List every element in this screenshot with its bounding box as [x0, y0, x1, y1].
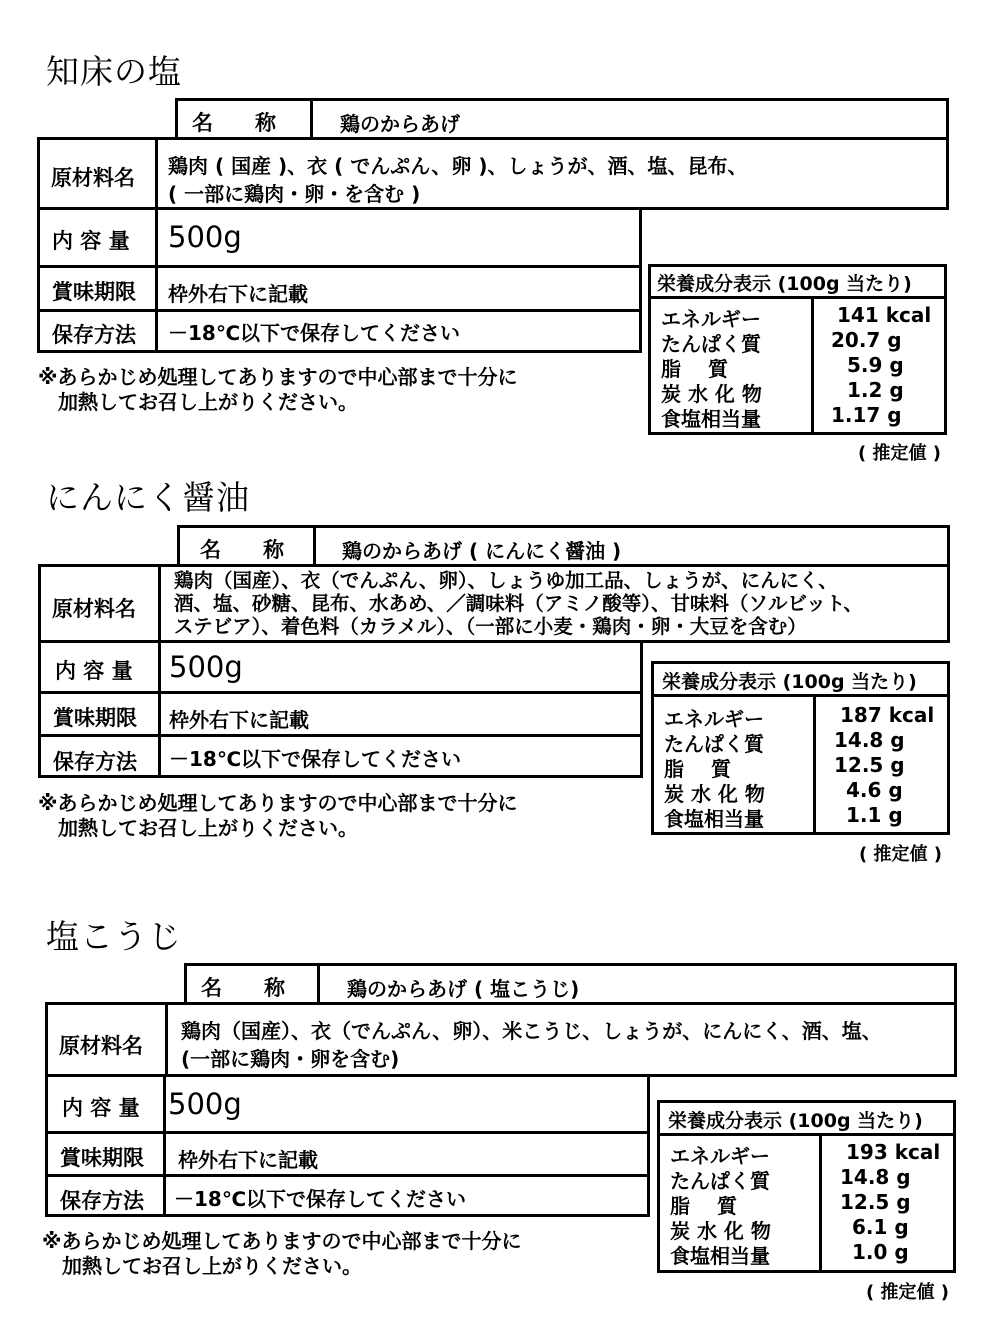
nutrition-value: 141 kcal	[837, 303, 932, 327]
expiry-label: 賞味期限	[60, 1146, 144, 1170]
details-table	[38, 640, 643, 778]
nutrition-value: 187 kcal	[840, 703, 935, 727]
name-value: 鶏のからあげ ( にんにく醤油 )	[342, 539, 622, 563]
content-value: 500g	[168, 220, 242, 254]
nutrition-label: 炭 水 化 物	[661, 382, 762, 406]
nutrition-value: 14.8 g	[840, 1165, 911, 1189]
name-value: 鶏のからあげ	[340, 112, 460, 136]
ingredients-row	[38, 564, 950, 643]
name-label: 名 称	[192, 111, 276, 135]
content-label: 内 容 量	[62, 1096, 140, 1120]
ingredients-label: 原材料名	[52, 597, 136, 621]
estimate-note: ( 推定値 )	[859, 844, 942, 865]
nutrition-label: エネルギー	[661, 307, 761, 331]
nutrition-table	[657, 1100, 956, 1273]
nutrition-value: 6.1 g	[852, 1215, 909, 1239]
expiry-label: 賞味期限	[53, 706, 137, 730]
nutrition-table	[651, 661, 950, 835]
section-title: 知床の塩	[46, 52, 182, 91]
ingredients-line-3: ステビア）、着色料（カラメル）、（一部に小麦・鶏肉・卵・大豆を含む）	[174, 615, 807, 638]
nutrition-label: 食塩相当量	[670, 1244, 770, 1268]
nutrition-title: 栄養成分表示 (100g 当たり)	[668, 1110, 923, 1132]
nutrition-value: 1.1 g	[846, 803, 903, 827]
estimate-note: ( 推定値 )	[866, 1282, 949, 1303]
ingredients-label: 原材料名	[51, 166, 135, 190]
nutrition-label: たんぱく質	[661, 332, 761, 356]
ingredients-line-2: ( 一部に鶏肉・卵・を含む )	[168, 182, 421, 206]
ingredients-line-2: (一部に鶏肉・卵を含む)	[181, 1047, 400, 1071]
details-table	[45, 1074, 650, 1217]
name-value: 鶏のからあげ ( 塩こうじ)	[347, 977, 580, 1001]
estimate-note: ( 推定値 )	[858, 443, 941, 464]
content-value: 500g	[168, 1087, 242, 1121]
name-label: 名 称	[200, 538, 284, 562]
nutrition-value: 4.6 g	[846, 778, 903, 802]
expiry-value: 枠外右下に記載	[168, 282, 308, 306]
expiry-value: 枠外右下に記載	[178, 1148, 318, 1172]
nutrition-value: 1.0 g	[852, 1240, 909, 1264]
heating-note: ※あらかじめ処理してありますので中心部まで十分に 加熱してお召し上がりください。	[42, 1229, 522, 1278]
nutrition-value: 14.8 g	[834, 728, 905, 752]
expiry-value: 枠外右下に記載	[169, 708, 309, 732]
nutrition-title: 栄養成分表示 (100g 当たり)	[657, 273, 912, 295]
content-label: 内 容 量	[52, 229, 130, 253]
ingredients-line-1: 鶏肉（国産）、衣（でんぷん、卵）、しょうゆ加工品、しょうが、にんにく、	[174, 569, 838, 592]
ingredients-line-1: 鶏肉（国産）、衣（でんぷん、卵）、米こうじ、しょうが、にんにく、酒、塩、	[181, 1019, 882, 1043]
ingredients-line-1: 鶏肉 ( 国産 )、衣 ( でんぷん、卵 )、しょうが、酒、塩、昆布、	[168, 154, 748, 178]
nutrition-label: エネルギー	[664, 707, 764, 731]
nutrition-label: 脂 質	[661, 357, 728, 381]
heating-note: ※あらかじめ処理してありますので中心部まで十分に 加熱してお召し上がりください。	[38, 365, 518, 414]
section-title: にんにく醤油	[46, 478, 250, 517]
nutrition-label: 炭 水 化 物	[670, 1219, 771, 1243]
nutrition-value: 193 kcal	[846, 1140, 941, 1164]
storage-label: 保存方法	[53, 750, 137, 774]
nutrition-value: 12.5 g	[840, 1190, 911, 1214]
nutrition-label: たんぱく質	[664, 732, 764, 756]
nutrition-label: 食塩相当量	[661, 407, 761, 431]
ingredients-line-2: 酒、塩、砂糖、昆布、水あめ、／調味料（アミノ酸等）、甘味料（ソルビット、	[174, 592, 863, 615]
ingredients-label: 原材料名	[59, 1034, 143, 1058]
content-label: 内 容 量	[55, 659, 133, 683]
nutrition-title: 栄養成分表示 (100g 当たり)	[662, 671, 917, 693]
name-row	[177, 525, 950, 567]
nutrition-label: たんぱく質	[670, 1169, 770, 1193]
storage-label: 保存方法	[52, 323, 136, 347]
storage-value: －18℃以下で保存してください	[169, 747, 462, 771]
storage-label: 保存方法	[60, 1189, 144, 1213]
nutrition-value: 5.9 g	[847, 353, 904, 377]
nutrition-label: 脂 質	[670, 1194, 737, 1218]
expiry-label: 賞味期限	[52, 280, 136, 304]
name-label: 名 称	[201, 976, 285, 1000]
nutrition-label: 食塩相当量	[664, 807, 764, 831]
ingredients-row	[45, 1002, 957, 1077]
nutrition-value: 1.17 g	[831, 403, 902, 427]
storage-value: －18℃以下で保存してください	[168, 321, 461, 345]
storage-value: －18℃以下で保存してください	[174, 1187, 467, 1211]
nutrition-value: 1.2 g	[847, 378, 904, 402]
nutrition-value: 12.5 g	[834, 753, 905, 777]
heating-note: ※あらかじめ処理してありますので中心部まで十分に 加熱してお召し上がりください。	[38, 791, 518, 840]
name-row	[184, 963, 957, 1005]
content-value: 500g	[169, 650, 243, 684]
nutrition-label: エネルギー	[670, 1144, 770, 1168]
nutrition-value: 20.7 g	[831, 328, 902, 352]
nutrition-label: 炭 水 化 物	[664, 782, 765, 806]
nutrition-label: 脂 質	[664, 757, 731, 781]
section-title: 塩こうじ	[46, 917, 182, 956]
